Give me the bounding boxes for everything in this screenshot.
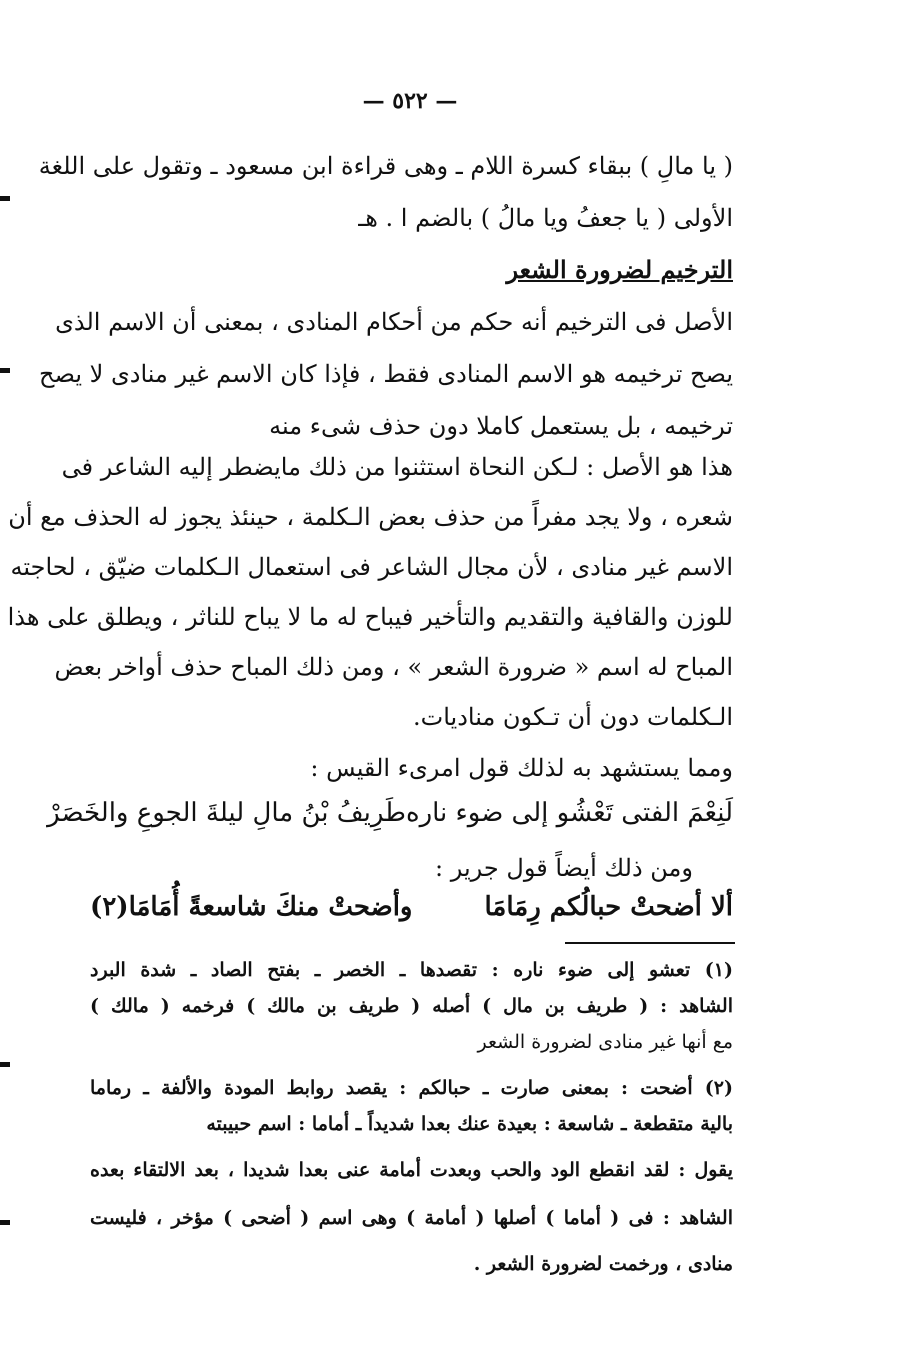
text-line: هذا هو الأصل : لـكن النحاة استثنوا من ذلك مايضطر إليه الشاعر فى bbox=[61, 453, 733, 481]
paragraph-exception bbox=[7, 442, 733, 742]
footnotes bbox=[90, 952, 733, 1282]
footnote-divider bbox=[565, 942, 735, 944]
scan-edge-mark bbox=[0, 1220, 10, 1225]
verse-first-hemistich: ألا أضحتْ حبالُكم رِمَامَا bbox=[484, 892, 733, 922]
footnote-line: (٢) أضحت : بمعنى صارت ـ حبالكم : يقصد روابط المودة والألفة ـ رماما bbox=[90, 1077, 733, 1099]
text-line: الـكلمات دون أن تـكون مناديات. bbox=[412, 703, 733, 731]
quote-intro bbox=[90, 842, 693, 894]
footnote-line: بالية متقطعة ـ شاسعة : بعيدة عنك بعدا شديداً ـ أماما : اسم حبيبته bbox=[206, 1113, 733, 1135]
text-line: ( يا مالِ ) ببقاء كسرة اللام ـ وهى قراءة ابن مسعود ـ وتقول على اللغة bbox=[38, 152, 733, 180]
scan-edge-mark bbox=[0, 368, 10, 373]
text-line: للوزن والقافية والتقديم والتأخير فيباح له ما لا يباح للناثر ، ويطلق على هذا bbox=[7, 603, 733, 631]
verse-first-hemistich: لَنِعْمَ الفتى تَعْشُو إلى ضوء ناره bbox=[405, 798, 733, 828]
quote-intro bbox=[90, 742, 733, 794]
paragraph-rule bbox=[39, 296, 733, 452]
footnote-line: الشاهد : ( طريف بن مال ) أصله ( طريف بن مالك ) فرخمه ( مالك ) bbox=[90, 995, 733, 1017]
footnote-line: مع أنها غير منادى لضرورة الشعر bbox=[477, 1031, 733, 1053]
footnote-line: يقول : لقد انقطع الود والحب وبعدت أمامة عنى بعدا شديدا ، بعد الالتقاء بعده bbox=[90, 1159, 733, 1181]
paragraph-continuation bbox=[38, 140, 733, 244]
text-line: الأولى ( يا جعفُ ويا مالُ ) بالضم ا . هـ bbox=[358, 204, 733, 232]
text-line: المباح له اسم « ضرورة الشعر » ، ومن ذلك المباح حذف أواخر بعض bbox=[54, 653, 733, 681]
scan-edge-mark bbox=[0, 196, 10, 201]
text-line: الاسم غير منادى ، لأن مجال الشاعر فى استعمال الـكلمات ضيّق ، لحاجته bbox=[10, 553, 733, 581]
footnote-line: (١) تعشو إلى ضوء ناره : تقصدها ـ الخصر ـ بفتح الصاد ـ شدة البرد bbox=[90, 959, 733, 981]
verse-second-hemistich: وأضحتْ منكَ شاسعةً أُمَامَا(٢) bbox=[90, 892, 413, 922]
text-line: ومن ذلك أيضاً قول جرير : bbox=[435, 854, 693, 882]
text-line: ترخيمه ، بل يستعمل كاملا دون حذف شىء منه bbox=[269, 412, 733, 440]
poem-verse bbox=[47, 798, 733, 828]
text-line: يصح ترخيمه هو الاسم المنادى فقط ، فإذا كان الاسم غير منادى لا يصح bbox=[39, 360, 733, 388]
text-line: الأصل فى الترخيم أنه حكم من أحكام المنادى ، بمعنى أن الاسم الذى bbox=[55, 308, 733, 336]
section-heading-block bbox=[90, 244, 733, 296]
footnote-line: الشاهد : فى ( أماما ) أصلها ( أمامة ) وهى اسم ( أضحى ) مؤخر ، فليست bbox=[90, 1207, 733, 1229]
page-number: — ٥٢٢ — bbox=[362, 88, 458, 114]
text-line: شعره ، ولا يجد مفراً من حذف بعض الـكلمة ، حينئذ يجوز له الحذف مع أن bbox=[8, 503, 733, 531]
scan-edge-mark bbox=[0, 1062, 10, 1067]
text-line: ومما يستشهد به لذلك قول امرىء القيس : bbox=[310, 754, 733, 782]
footnote-line: منادى ، ورخمت لضرورة الشعر . bbox=[473, 1253, 733, 1275]
poem-verse bbox=[90, 892, 733, 922]
section-heading: الترخيم لضرورة الشعر bbox=[506, 255, 733, 284]
verse-second-hemistich: طَرِيفُ بْنُ مالِ ليلةَ الجوعِ والخَصَرْ bbox=[47, 798, 406, 828]
